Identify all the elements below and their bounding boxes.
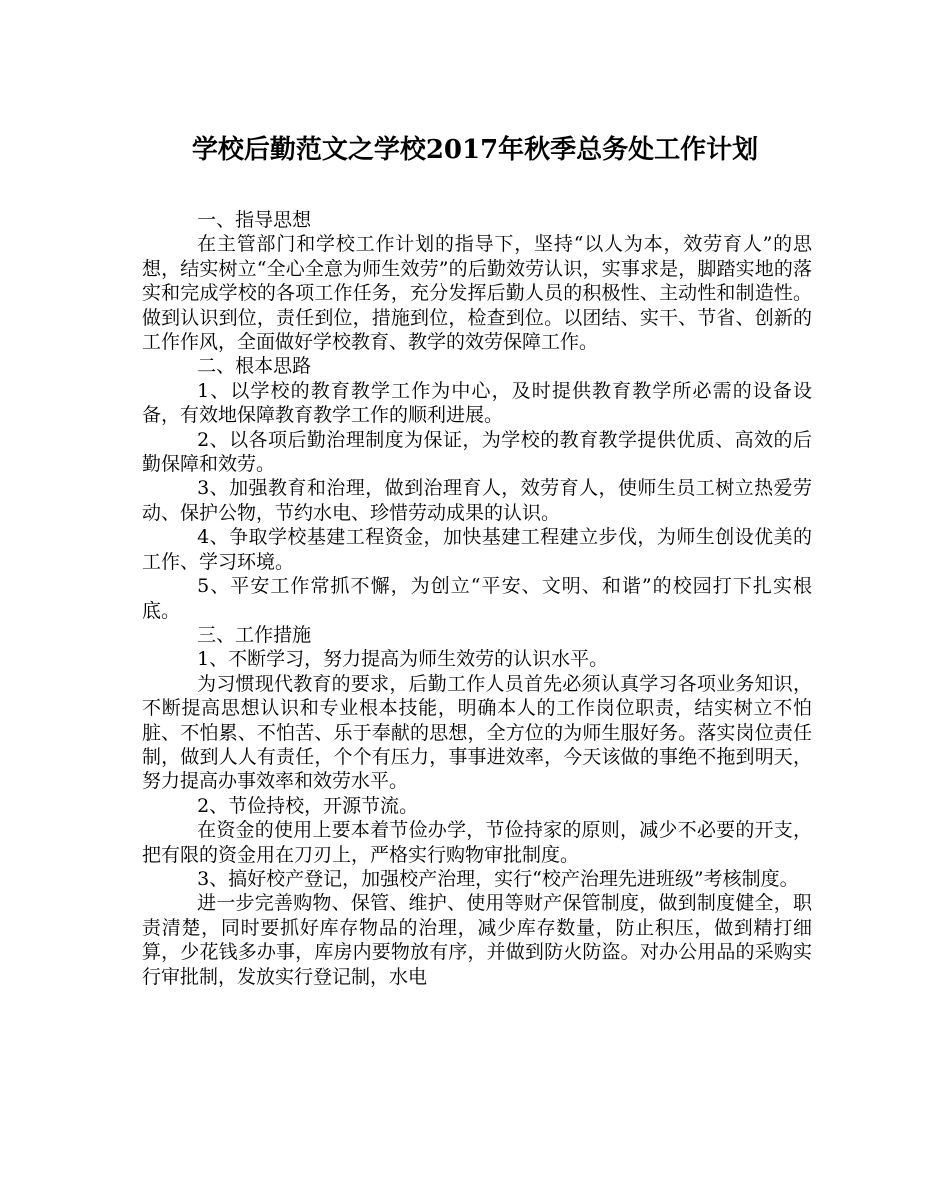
paragraph: 为习惯现代教育的要求，后勤工作人员首先必须认真学习各项业务知识，不断提高思想认识和专业根本技能，明确本人的工作岗位职责，结实树立不怕脏、不怕累、不怕苦、乐于奉献的思想，全方位的为师生服好务。落实岗位责任制，做到人人有责任，个个有压力，事事进效率，今天该做的事绝不拖到明天，努力提高办事效率和效劳水平。 xyxy=(142,672,812,793)
paragraph: 4、争取学校基建工程资金，加快基建工程建立步伐，为师生创设优美的工作、学习环境。 xyxy=(142,526,812,573)
paragraph: 5、平安工作常抓不懈，为创立“平安、文明、和谐”的校园打下扎实根底。 xyxy=(142,575,812,622)
paragraph: 1、不断学习，努力提高为师生效劳的认识水平。 xyxy=(197,648,609,671)
paragraph: 3、搞好校产登记，加强校产治理，实行“校产治理先进班级”考核制度。 xyxy=(197,867,799,890)
paragraph: 3、加强教育和治理，做到治理育人，效劳育人，使师生员工树立热爱劳动、保护公物，节约水电、珍惜劳动成果的认识。 xyxy=(142,477,812,524)
section-heading: 一、指导思想 xyxy=(197,209,312,231)
paragraph: 进一步完善购物、保管、维护、使用等财产保管制度，做到制度健全，职责清楚，同时要抓好库存物品的治理，减少库存数量，防止积压，做到精打细算，少花钱多办事，库房内要物放有序，并做到防火防盗。对办公用品的采购实行审批制，发放实行登记制，水电 xyxy=(142,892,812,988)
paragraph: 2、节俭持校，开源节流。 xyxy=(197,794,419,817)
document-body xyxy=(142,208,812,989)
paragraph: 2、以各项后勤治理制度为保证，为学校的教育教学提供优质、高效的后勤保障和效劳。 xyxy=(142,428,812,476)
document-title: 学校后勤范文之学校2017年秋季总务处工作计划 xyxy=(191,135,759,165)
section-heading: 二、根本思路 xyxy=(197,355,312,378)
paragraph: 1、以学校的教育教学工作为中心，及时提供教育教学所必需的设备设备，有效地保障教育教学工作的顺利进展。 xyxy=(142,379,812,427)
paragraph: 在资金的使用上要本着节俭办学，节俭持家的原则，减少不必要的开支，把有限的资金用在刀刃上，严格实行购物审批制度。 xyxy=(142,819,812,866)
paragraph: 在主管部门和学校工作计划的指导下，坚持“以人为本，效劳育人”的思想，结实树立“全心全意为师生效劳”的后勤效劳认识，实事求是，脚踏实地的落实和完成学校的各项工作任务，充分发挥后勤人员的积极性、主动性和制造性。做到认识到位，责任到位，措施到位，检查到位。以团结、实干、节省、创新的工作作风，全面做好学校教育、教学的效劳保障工作。 xyxy=(142,233,812,354)
section-heading: 三、工作措施 xyxy=(197,623,312,646)
